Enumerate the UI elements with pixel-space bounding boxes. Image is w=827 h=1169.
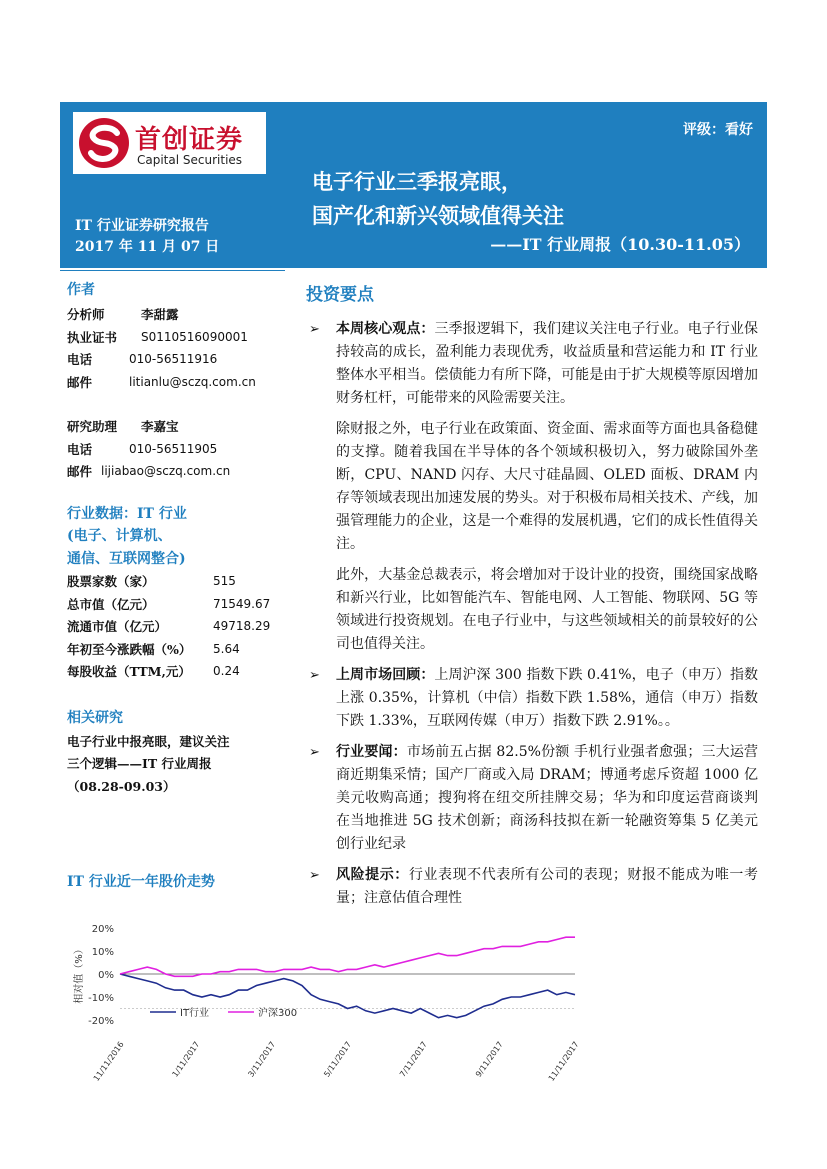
phone-row <box>67 348 289 371</box>
industry-data-label: 总市值（亿元） <box>67 596 155 612</box>
email-link[interactable]: litianlu@sczq.com.cn <box>129 374 256 389</box>
risk-paragraph <box>306 864 758 910</box>
assistant-email-row <box>67 460 289 483</box>
industry-data-row <box>67 615 289 638</box>
industry-heading-line3: 通信、互联网整合) <box>67 550 186 567</box>
arrow-bullet-icon: ➢ <box>309 322 320 337</box>
y-axis-label: 相对值（%） <box>74 944 85 1004</box>
related-line1: 电子行业中报亮眼，建议关注 <box>67 733 230 749</box>
industry-news-text: 市场前五占据 82.5%份额 手机行业强者愈强；三大运营商近期集采情；国产厂商或入局 DRAM；博通考虑斥资超 1000 亿美元收购高通；搜狗将在纽交所挂牌交易；华为和印度运营商谈判 在当地推进 5G 技术创新；商汤科技拟在新一轮融资筹集 5 亿美元 创行业纪录 <box>336 744 759 852</box>
phone-value: 010-56511916 <box>129 352 218 367</box>
x-tick-label: 11/11/2016 <box>91 1039 126 1083</box>
assistant-phone-value: 010-56511905 <box>129 441 218 456</box>
industry-data-value: 49718.29 <box>213 619 271 634</box>
analyst-row <box>67 303 289 326</box>
report-title-line2: 国产化和新兴领域值得关注 <box>312 203 564 228</box>
risk-label: 风险提示： <box>336 867 409 883</box>
logo-s-icon <box>77 116 131 170</box>
email-row <box>67 371 289 394</box>
sidebar <box>67 279 289 798</box>
assistant-row <box>67 415 289 438</box>
legend-label: IT行业 <box>180 1008 210 1019</box>
industry-data-row <box>67 570 289 593</box>
industry-data-value: 515 <box>213 574 236 589</box>
assistant-name: 李嘉宝 <box>141 419 179 435</box>
industry-heading-line2: (电子、计算机、 <box>67 528 172 544</box>
core-view-label: 本周核心观点： <box>336 321 435 337</box>
industry-data-label: 股票家数（家） <box>67 574 155 590</box>
phone-label: 电话 <box>67 352 93 368</box>
x-tick-label: 5/11/2017 <box>322 1039 354 1079</box>
industry-data-label: 每股收益（TTM,元） <box>67 664 191 680</box>
assistant-phone-label: 电话 <box>67 441 93 457</box>
industry-data-label: 年初至今涨跌幅（%） <box>67 641 192 657</box>
assistant-email-label: 邮件 <box>67 464 93 480</box>
market-review-label: 上周市场回顾： <box>336 667 435 683</box>
industry-data-table <box>67 570 289 683</box>
industry-data-value: 5.64 <box>213 641 240 656</box>
arrow-bullet-icon: ➢ <box>309 745 320 760</box>
x-tick-label: 1/11/2017 <box>170 1039 202 1079</box>
investment-highlights <box>306 280 758 918</box>
cert-number: S0110516090001 <box>141 329 248 344</box>
report-subtitle: ——IT 行业周报（10.30-11.05） <box>490 235 750 254</box>
assistant-label: 研究助理 <box>67 419 118 435</box>
industry-data-row <box>67 638 289 661</box>
financials-text: 除财报之外，电子行业在政策面、资金面、需求面等方面也具备稳健的支撑。随着我国在半导体的各个领域积极切入，努力破除国外垄断，CPU、NAND 闪存、大尺寸硅晶圆、OLED 面板、DRAM 内存等领域表现出加速发展的势头。对于积极布局相关技术、产线，加强管理能力的企业，这是一个难得的发展机遇，它们的成长性值得关注。 <box>336 421 758 552</box>
report-title-line1: 电子行业三季报亮眼， <box>312 169 522 194</box>
industry-data-value: 0.24 <box>213 664 240 679</box>
sidebar-divider <box>60 270 285 271</box>
header-banner <box>60 102 767 268</box>
related-line2: 三个逻辑——IT 行业周报 <box>67 756 212 771</box>
fund-text: 此外，大基金总裁表示，将会增加对于设计业的投资，围绕国家战略和新兴行业，比如智能汽车、智能电网、人工智能、物联网、5G 等领域进行投资规划。在电子行业中，与这些领域相关的前景较好的公司也值得关注。 <box>336 567 758 652</box>
assistant-phone-row <box>67 438 289 461</box>
core-view-paragraph <box>306 318 758 410</box>
y-tick-label: 10% <box>91 947 114 958</box>
logo-chinese-text: 首创证券 <box>135 125 244 155</box>
x-tick-label: 9/11/2017 <box>473 1039 505 1079</box>
industry-news-paragraph <box>306 741 758 856</box>
y-tick-label: -10% <box>88 993 114 1004</box>
industry-data-value: 71549.67 <box>213 596 271 611</box>
industry-data-row <box>67 593 289 616</box>
x-tick-label: 11/11/2017 <box>546 1039 581 1083</box>
fund-paragraph <box>306 564 758 656</box>
industry-data-row <box>67 660 289 683</box>
x-tick-label: 3/11/2017 <box>246 1039 278 1079</box>
series-line <box>120 937 575 976</box>
logo-english-text: Capital Securities <box>137 153 243 167</box>
report-type: IT 行业证券研究报告 <box>75 218 209 234</box>
market-review-paragraph <box>306 664 758 733</box>
core-view-text: 三季报逻辑下，我们建议关注电子行业。电子行业保持较高的成长，盈利能力表现优秀，收益质量和营运能力和 IT 行业整体水平相当。偿债能力有所下降，可能是由于扩大规模等原因增加财务杠杆，可能带来的风险需要关注。 <box>336 321 759 406</box>
risk-text: 行业表现不代表所有公司的表现；财报不能成为唯一考量；注意估值合理性 <box>336 867 759 906</box>
related-heading: 相关研究 <box>67 709 123 726</box>
analyst-name: 李甜露 <box>141 307 179 323</box>
industry-news-label: 行业要闻： <box>336 744 407 760</box>
related-link[interactable] <box>67 731 289 799</box>
arrow-bullet-icon: ➢ <box>309 668 320 683</box>
related-line3: （08.28-09.03） <box>67 778 176 794</box>
financials-paragraph <box>306 418 758 556</box>
rating-label: 评级：看好 <box>683 122 753 138</box>
arrow-bullet-icon: ➢ <box>309 868 320 883</box>
industry-heading-line1: 行业数据：IT 行业 <box>67 505 187 522</box>
industry-data-label: 流通市值（亿元） <box>67 619 168 635</box>
y-tick-label: 20% <box>91 924 114 935</box>
authors-heading: 作者 <box>67 282 95 298</box>
report-date: 2017 年 11 月 07 日 <box>75 239 220 255</box>
cert-label: 执业证书 <box>67 329 118 345</box>
price-trend-chart <box>60 908 600 1088</box>
email-label: 邮件 <box>67 374 93 390</box>
x-tick-label: 7/11/2017 <box>398 1039 429 1079</box>
y-tick-label: -20% <box>88 1016 114 1027</box>
cert-row <box>67 326 289 349</box>
y-tick-label: 0% <box>98 970 114 981</box>
assistant-email-link[interactable]: lijiabao@sczq.com.cn <box>101 464 231 479</box>
market-review-text: 上周沪深 300 指数下跌 0.41%，电子（申万）指数上涨 0.35%，计算机（中信）指数下跌 1.58%，通信（申万）指数下跌 1.33%，互联网传媒（申万）指数下跌 2.91%。。 <box>336 667 759 729</box>
company-logo <box>73 112 266 174</box>
legend-label: 沪深300 <box>258 1008 298 1019</box>
analyst-label: 分析师 <box>67 307 105 323</box>
highlights-heading: 投资要点 <box>306 285 374 305</box>
chart-title: IT 行业近一年股价走势 <box>67 874 215 890</box>
